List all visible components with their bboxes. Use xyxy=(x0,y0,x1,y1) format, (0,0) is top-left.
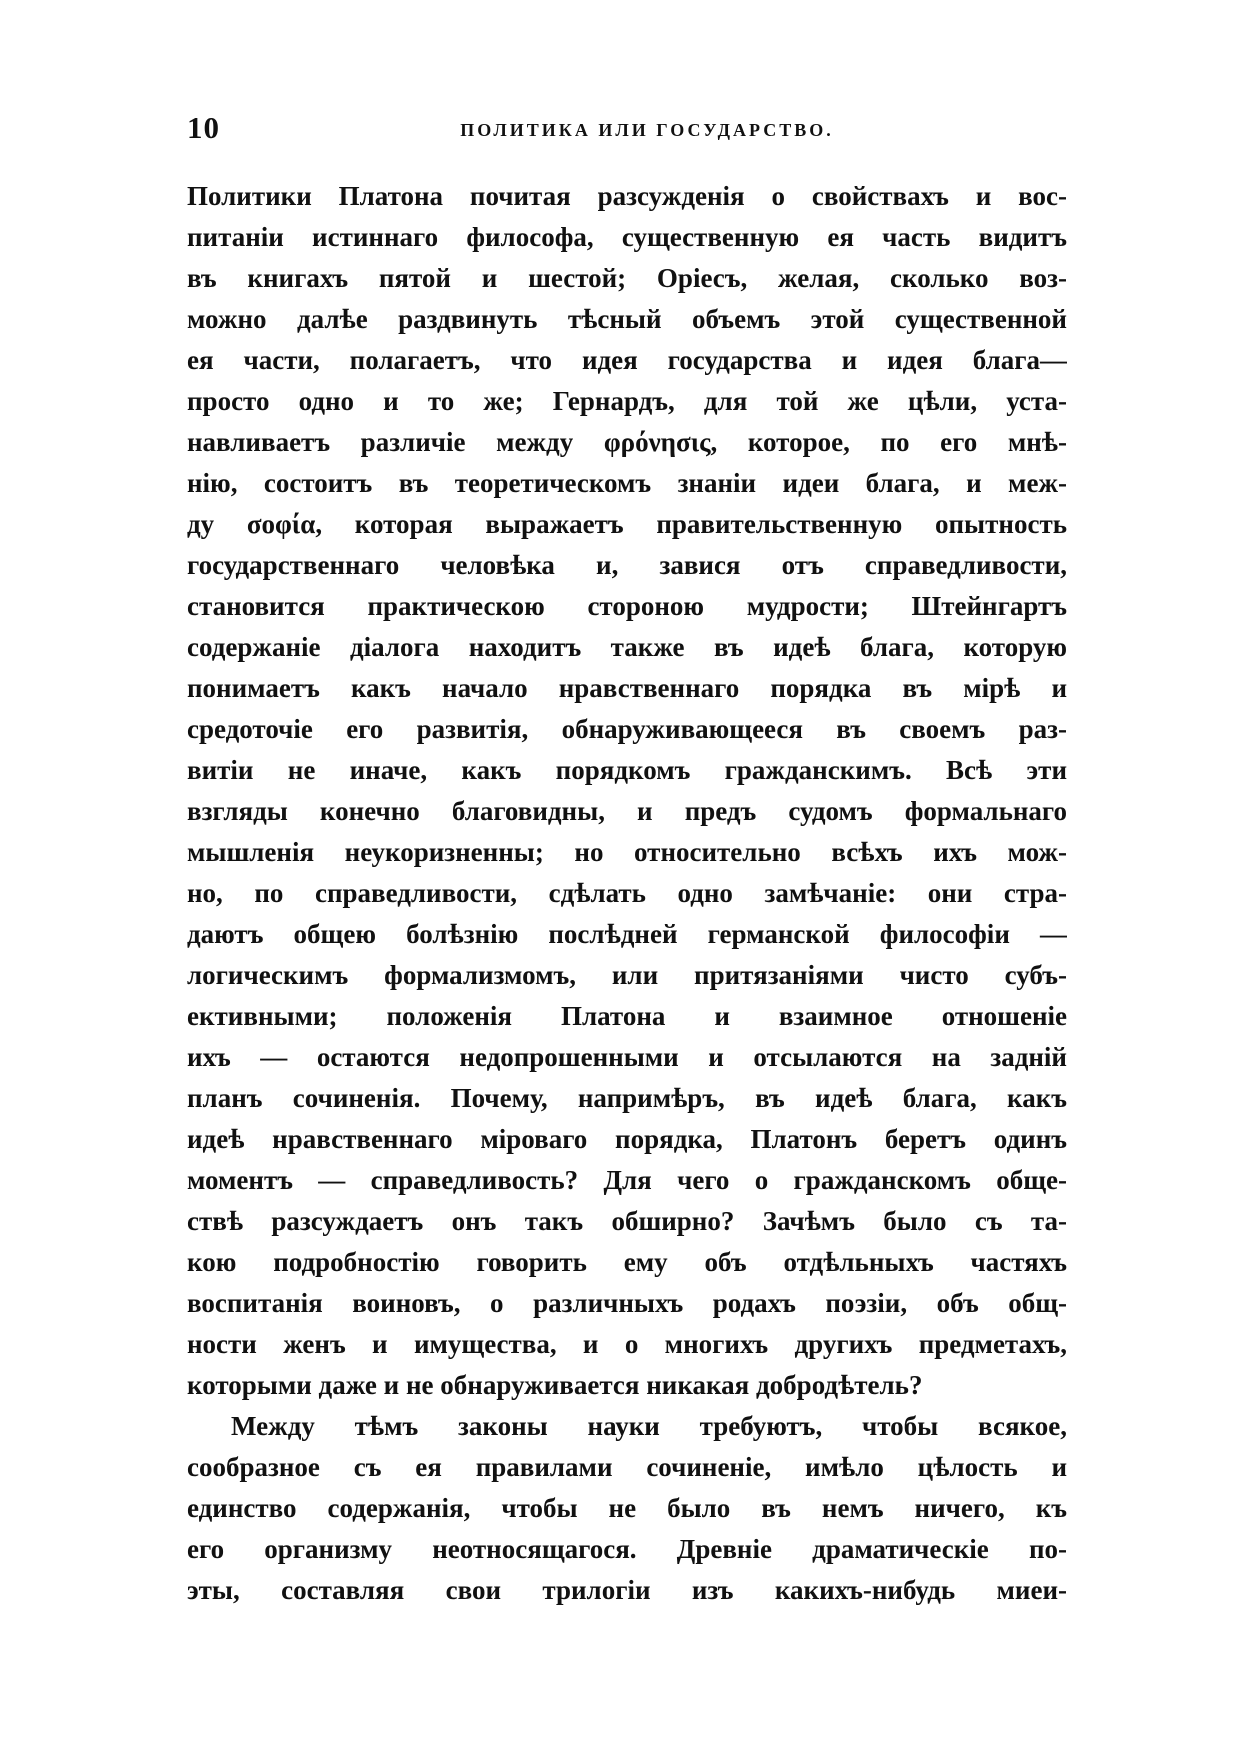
page-number: 10 xyxy=(187,110,220,145)
text-line: средоточіе его развитія, обнаруживающееся въ своемъ раз- xyxy=(187,714,1067,744)
paragraph-2 xyxy=(187,1406,1067,1611)
text-line: кою подробностію говорить ему объ отдѣльныхъ частяхъ xyxy=(187,1247,1067,1277)
text-line: ствѣ разсуждаетъ онъ такъ обширно? Зачѣмъ было съ та- xyxy=(187,1206,1067,1236)
text-line: которыми даже и не обнаруживается никакая добродѣтель? xyxy=(187,1370,923,1400)
text-line: ея части, полагаетъ, что идея государства и идея блага— xyxy=(187,345,1067,375)
text-line: питаніи истиннаго философа, существенную ея часть видитъ xyxy=(187,222,1067,252)
text-line: воспитанія воиновъ, о различныхъ родахъ поэзіи, объ общ- xyxy=(187,1288,1067,1318)
text-line: планъ сочиненія. Почему, напримѣръ, въ идеѣ блага, какъ xyxy=(187,1083,1067,1113)
text-line: ективными; положенія Платона и взаимное отношеніе xyxy=(187,1001,1067,1031)
text-line: единство содержанія, чтобы не было въ немъ ничего, къ xyxy=(187,1493,1067,1523)
text-line: ности женъ и имущества, и о многихъ другихъ предметахъ, xyxy=(187,1329,1067,1359)
text-line: просто одно и то же; Гернардъ, для той же цѣли, уста- xyxy=(187,386,1067,416)
text-line: сообразное съ ея правилами сочиненіе, имѣло цѣлость и xyxy=(187,1452,1067,1482)
text-line: нію, состоитъ въ теоретическомъ знаніи идеи блага, и меж- xyxy=(187,468,1067,498)
text-line: идеѣ нравственнаго міроваго порядка, Платонъ беретъ одинъ xyxy=(187,1124,1067,1154)
text-line: ихъ — остаются недопрошенными и отсылаются на задній xyxy=(187,1042,1067,1072)
body-text xyxy=(187,176,1067,1611)
paragraph-1 xyxy=(187,176,1067,1406)
text-line: эты, составляя свои трилогіи изъ какихъ-нибудь миеи- xyxy=(187,1575,1067,1605)
text-line: Политики Платона почитая разсужденія о свойствахъ и вос- xyxy=(187,181,1067,211)
text-line: даютъ общею болѣзнію послѣдней германской философіи — xyxy=(187,919,1067,949)
text-line: взгляды конечно благовидны, и предъ судомъ формальнаго xyxy=(187,796,1067,826)
page-header xyxy=(187,110,1067,150)
text-line: моментъ — справедливость? Для чего о гражданскомъ обще- xyxy=(187,1165,1067,1195)
text-line: государственнаго человѣка и, завися отъ справедливости, xyxy=(187,550,1067,580)
text-line: но, по справедливости, сдѣлать одно замѣчаніе: они стра- xyxy=(187,878,1067,908)
text-line: навливаетъ различіе между φρόνησις, которое, по его мнѣ- xyxy=(187,427,1067,457)
text-line: логическимъ формализмомъ, или притязаніями чисто субъ- xyxy=(187,960,1067,990)
text-line: мышленія неукоризненны; но относительно всѣхъ ихъ мож- xyxy=(187,837,1067,867)
text-line: въ книгахъ пятой и шестой; Орiесъ, желая, сколько воз- xyxy=(187,263,1067,293)
text-line: становится практическою стороною мудрости; Штейнгартъ xyxy=(187,591,1067,621)
text-line: ду σοφία, которая выражаетъ правительственную опытность xyxy=(187,509,1067,539)
text-line: содержаніе діалога находитъ также въ идеѣ блага, которую xyxy=(187,632,1067,662)
text-line: его организму неотносящагося. Древніе драматическіе по- xyxy=(187,1534,1067,1564)
text-line: понимаетъ какъ начало нравственнаго порядка въ мірѣ и xyxy=(187,673,1067,703)
text-line: Между тѣмъ законы науки требуютъ, чтобы всякое, xyxy=(231,1411,1067,1441)
running-title: ПОЛИТИКА ИЛИ ГОСУДАРСТВО. xyxy=(460,120,834,140)
text-line: витіи не иначе, какъ порядкомъ гражданскимъ. Всѣ эти xyxy=(187,755,1067,785)
text-line: можно далѣе раздвинуть тѣсный объемъ этой существенной xyxy=(187,304,1067,334)
